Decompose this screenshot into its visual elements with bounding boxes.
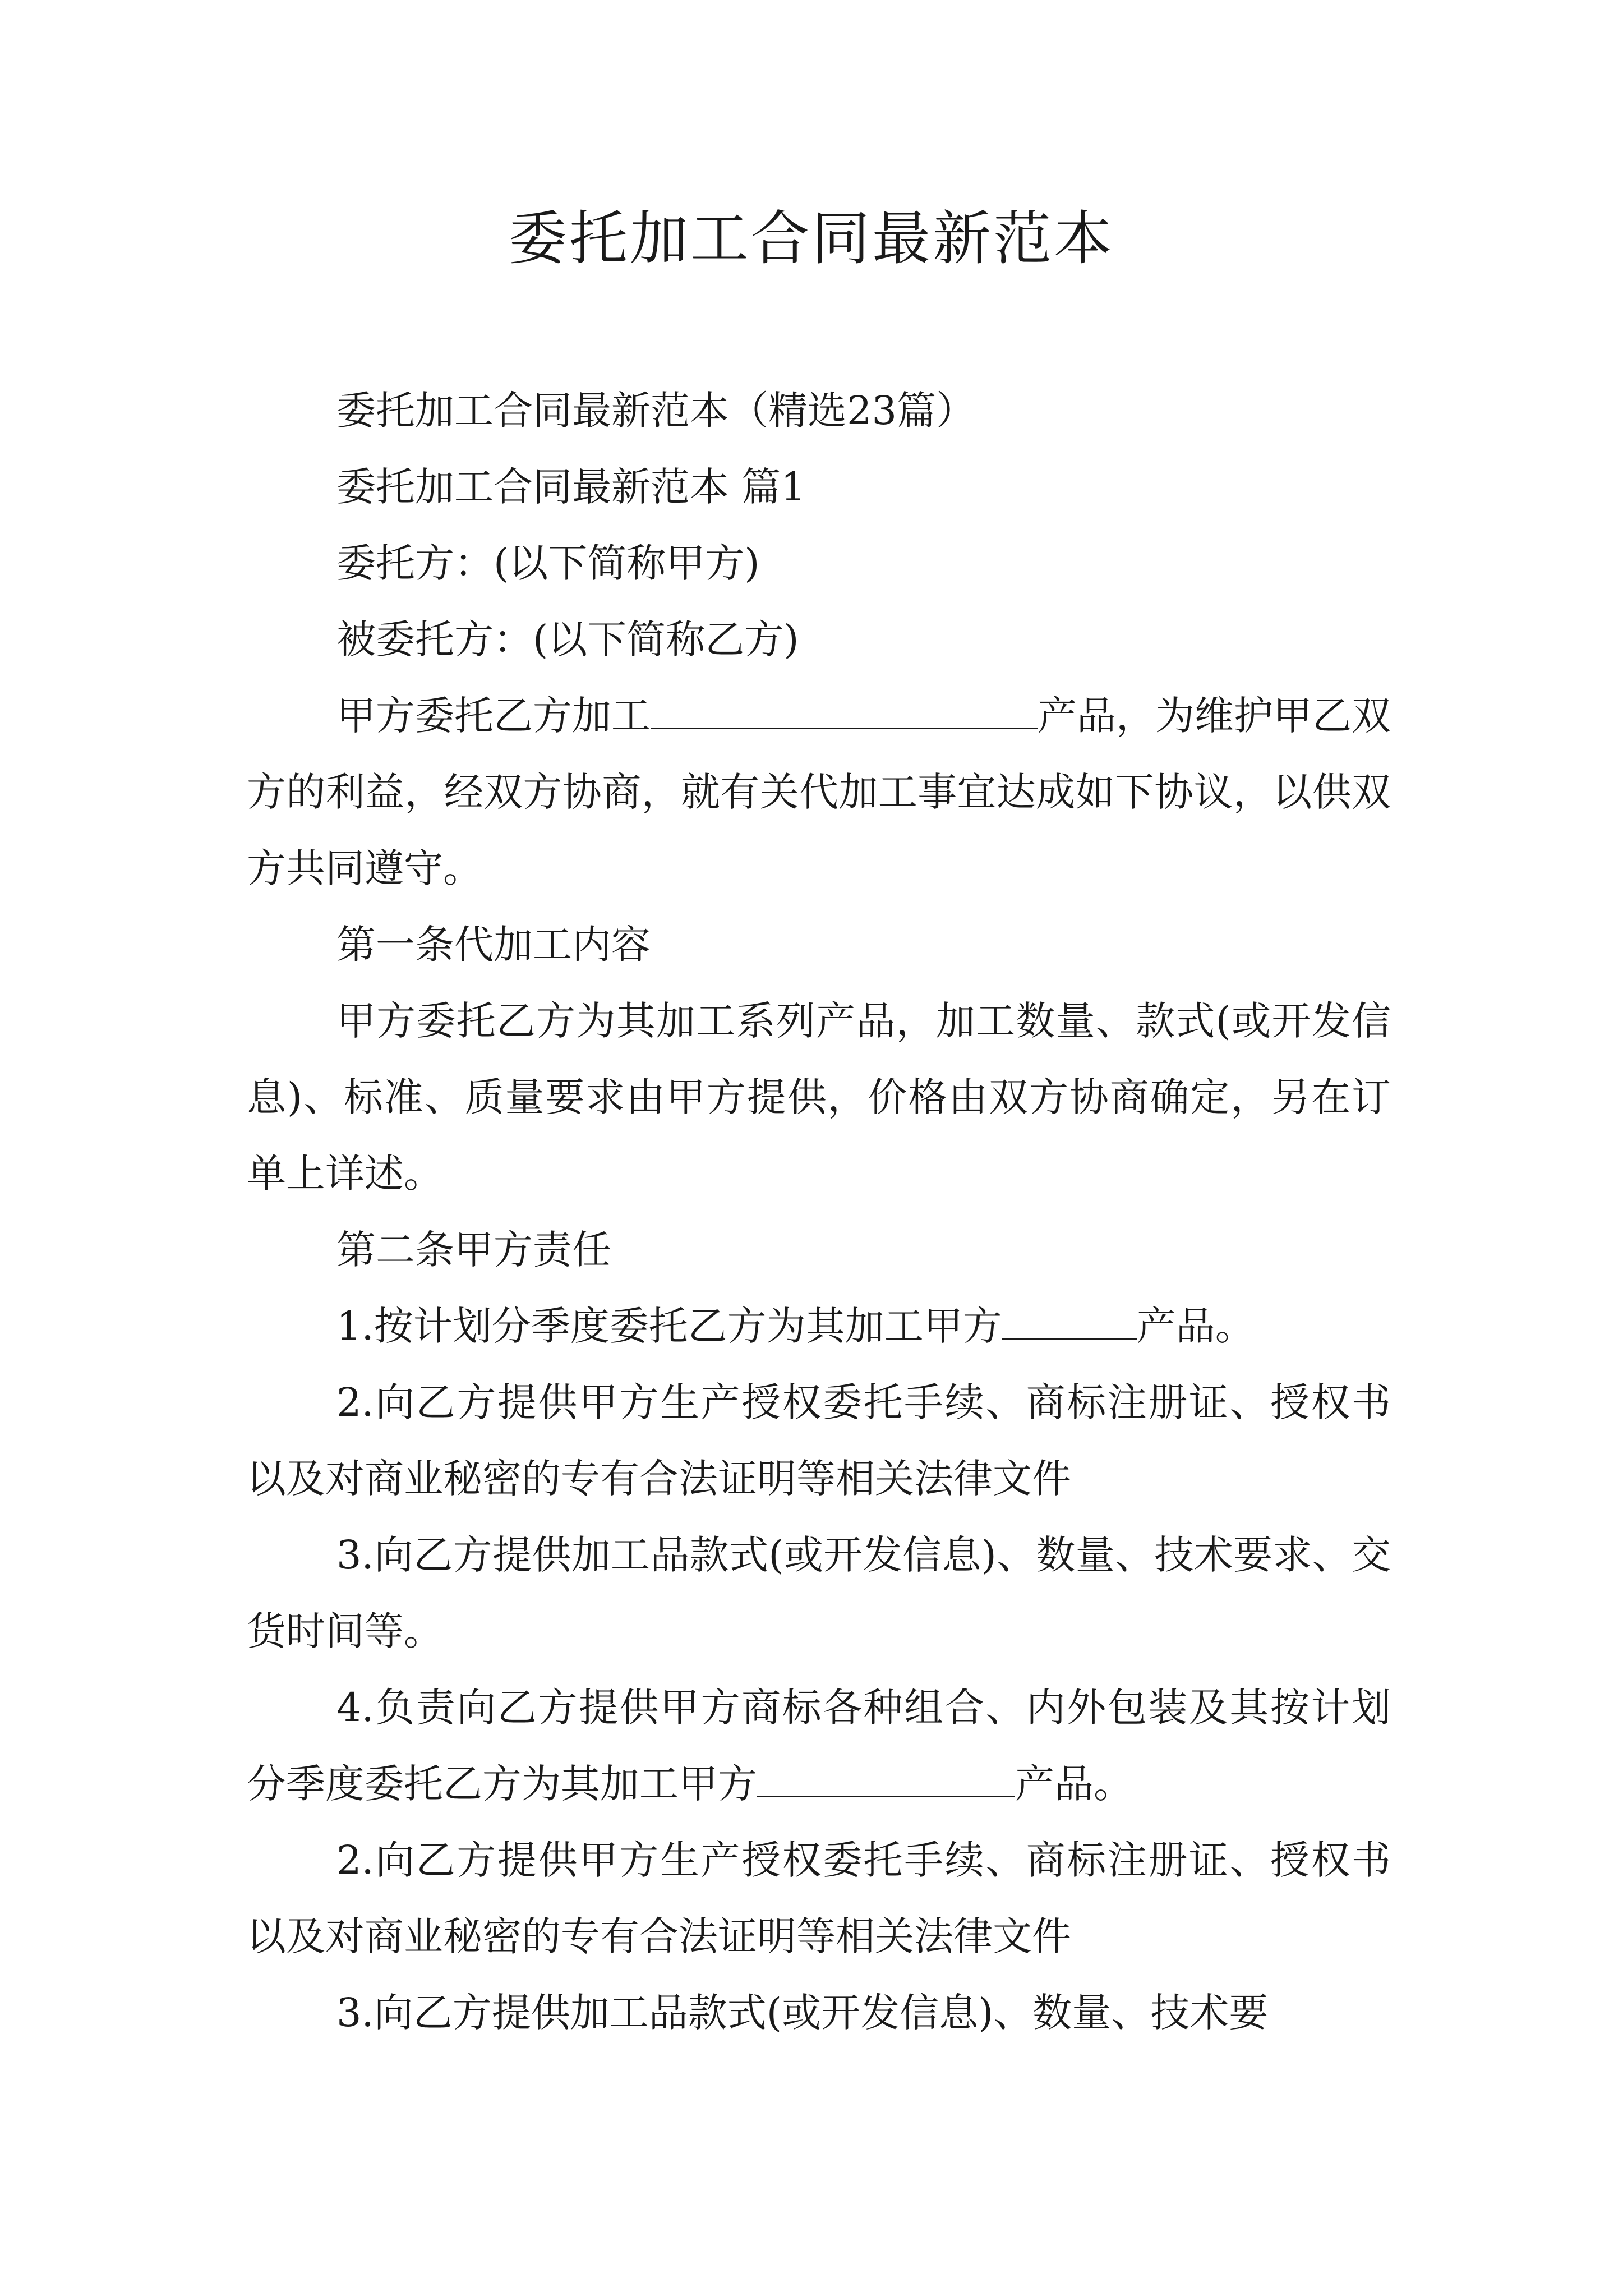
paragraph-article-1-heading: 第一条代加工内容 xyxy=(336,922,651,968)
paragraph-item-1-before: 1.按计划分季度委托乙方为其加工甲方 xyxy=(336,1303,1002,1349)
paragraph-item-1-after: 产品。 xyxy=(1136,1303,1255,1349)
document-body xyxy=(247,372,1391,2051)
paragraph-item-4-before: 4.负责向乙方提供甲方商标各种组合、内外包装及其按计划分季度委托乙方为其加工甲方 xyxy=(247,1685,1391,1807)
paragraph-article-1-body: 甲方委托乙方为其加工系列产品，加工数量、款式(或开发信息)、标准、质量要求由甲方提供，价格由双方协商确定，另在订单上详述。 xyxy=(247,998,1391,1197)
paragraph-item-2-repeat: 2.向乙方提供甲方生产授权委托手续、商标注册证、授权书以及对商业秘密的专有合法证明等相关法律文件 xyxy=(247,1837,1391,1959)
product-blank-medium xyxy=(757,1762,1015,1797)
product-name-blank xyxy=(651,694,1038,729)
paragraph-item-4 xyxy=(247,1669,1391,1822)
product-blank-short xyxy=(1002,1304,1137,1340)
paragraph-item-2: 2.向乙方提供甲方生产授权委托手续、商标注册证、授权书以及对商业秘密的专有合法证明等相关法律文件 xyxy=(247,1379,1391,1502)
paragraph-purpose xyxy=(247,678,1391,907)
document-title: 委托加工合同最新范本 xyxy=(508,204,1114,273)
paragraph-item-1 xyxy=(247,1288,1391,1364)
paragraph-party-b: 被委托方：(以下简称乙方) xyxy=(336,616,799,662)
paragraph-purpose-before: 甲方委托乙方加工 xyxy=(336,693,651,739)
paragraph-item-3-repeat: 3.向乙方提供加工品款式(或开发信息)、数量、技术要 xyxy=(336,1990,1269,2036)
paragraph-section-heading: 委托加工合同最新范本 篇1 xyxy=(336,464,806,510)
paragraph-purpose-after: 产品，为维护甲乙双方的利益，经双方协商，就有关代加工事宜达成如下协议，以供双方共同遵守。 xyxy=(247,693,1391,891)
paragraph-item-3: 3.向乙方提供加工品款式(或开发信息)、数量、技术要求、交货时间等。 xyxy=(247,1532,1391,1654)
paragraph-subtitle: 委托加工合同最新范本（精选23篇） xyxy=(336,388,976,434)
paragraph-article-2-heading: 第二条甲方责任 xyxy=(336,1227,611,1273)
paragraph-party-a: 委托方：(以下简称甲方) xyxy=(336,540,760,586)
paragraph-item-4-after: 产品。 xyxy=(1015,1761,1133,1807)
